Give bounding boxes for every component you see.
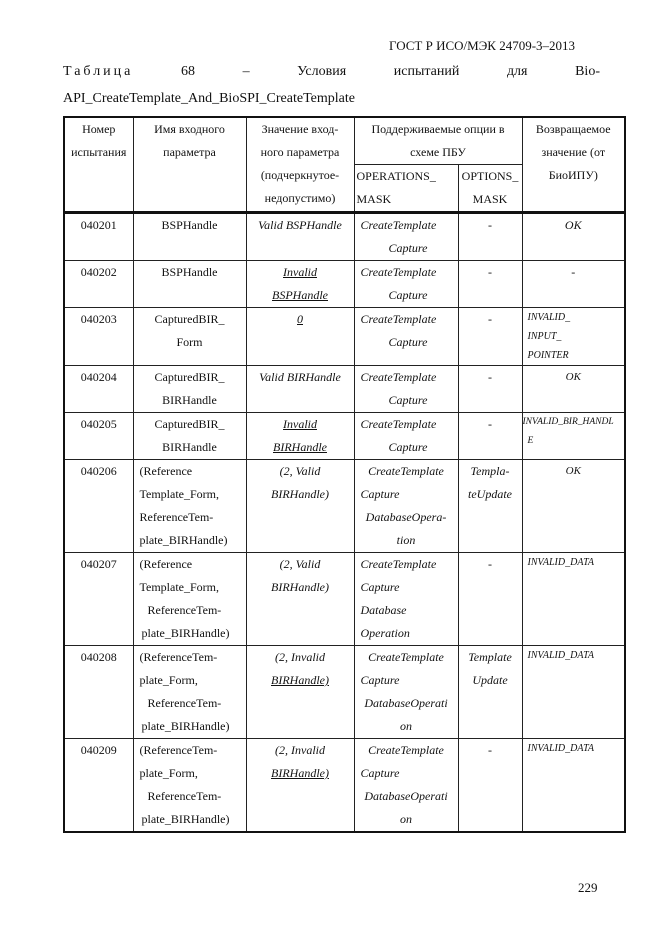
param-value: (2, Valid BIRHandle)	[246, 460, 354, 553]
param-value: 0	[246, 308, 354, 366]
param-name: (ReferenceTem- plate_Form, ReferenceTem- plate_BIRHandle)	[133, 739, 246, 833]
param-value: Valid BIRHandle	[246, 366, 354, 413]
param-name: BSPHandle	[133, 261, 246, 308]
caption-word: для	[506, 64, 528, 79]
table-row	[64, 646, 625, 739]
standard-header: ГОСТ Р ИСО/МЭК 24709-3–2013	[389, 38, 576, 53]
test-number: 040208	[64, 646, 133, 739]
options-mask: -	[458, 739, 522, 833]
table-caption	[63, 64, 600, 80]
param-name: BSPHandle	[133, 213, 246, 261]
test-number: 040207	[64, 553, 133, 646]
operations-mask: CreateTemplate Capture	[354, 213, 458, 261]
options-mask: -	[458, 366, 522, 413]
test-number: 040203	[64, 308, 133, 366]
return-value: OK	[522, 460, 625, 553]
param-name: CapturedBIR_ BIRHandle	[133, 413, 246, 460]
operations-mask: CreateTemplate Capture	[354, 413, 458, 460]
return-value: INVALID_DATA	[522, 739, 625, 833]
header-return-value: Возвращаемое значение (от БиоИПУ)	[522, 117, 625, 213]
operations-mask: CreateTemplate Capture DatabaseOperati on	[354, 739, 458, 833]
options-mask: -	[458, 261, 522, 308]
options-mask: Templa- teUpdate	[458, 460, 522, 553]
param-name: (Reference Template_Form, ReferenceTem- plate_BIRHandle)	[133, 460, 246, 553]
return-value: OK	[522, 366, 625, 413]
operations-mask: CreateTemplate Capture DatabaseOperati on	[354, 646, 458, 739]
test-number: 040204	[64, 366, 133, 413]
test-number: 040209	[64, 739, 133, 833]
caption-word: Bio-	[575, 64, 600, 79]
return-value: INVALID_ INPUT_ POINTER	[522, 308, 625, 366]
header-param-name: Имя входного параметра	[133, 117, 246, 213]
options-mask: -	[458, 308, 522, 366]
param-value: (2, Valid BIRHandle)	[246, 553, 354, 646]
test-number: 040205	[64, 413, 133, 460]
options-mask: -	[458, 413, 522, 460]
caption-word: Таблица	[63, 64, 134, 79]
options-mask: Template Update	[458, 646, 522, 739]
operations-mask: CreateTemplate Capture Database Operation	[354, 553, 458, 646]
table-caption-line2: API_CreateTemplate_And_BioSPI_CreateTemplate	[63, 91, 355, 106]
param-value: (2, Invalid BIRHandle)	[246, 646, 354, 739]
operations-mask: CreateTemplate Capture	[354, 261, 458, 308]
caption-dash: –	[242, 64, 250, 79]
table-row	[64, 413, 625, 460]
page-number: 229	[578, 880, 598, 895]
header-param-value: Значение вход- ного параметра (подчеркнутое- недопустимо)	[246, 117, 354, 213]
param-name: (ReferenceTem- plate_Form, ReferenceTem- plate_BIRHandle)	[133, 646, 246, 739]
test-number: 040201	[64, 213, 133, 261]
header-operations-mask: OPERATIONS_ MASK	[354, 165, 458, 213]
header-options-mask: OPTIONS_ MASK	[458, 165, 522, 213]
param-value: Invalid BIRHandle	[246, 413, 354, 460]
operations-mask: CreateTemplate Capture	[354, 308, 458, 366]
test-number: 040206	[64, 460, 133, 553]
test-number: 040202	[64, 261, 133, 308]
table-row	[64, 308, 625, 366]
param-name: CapturedBIR_ BIRHandle	[133, 366, 246, 413]
return-value: OK	[522, 213, 625, 261]
table-row	[64, 553, 625, 646]
param-name: CapturedBIR_ Form	[133, 308, 246, 366]
param-value: Valid BSPHandle	[246, 213, 354, 261]
table-row	[64, 460, 625, 553]
table-row	[64, 366, 625, 413]
header-test-number: Номер испытания	[64, 117, 133, 213]
param-name: (Reference Template_Form, ReferenceTem- plate_BIRHandle)	[133, 553, 246, 646]
table-row	[64, 261, 625, 308]
options-mask: -	[458, 553, 522, 646]
return-value: INVALID_DATA	[522, 646, 625, 739]
caption-word: испытаний	[393, 64, 460, 79]
param-value: (2, Invalid BIRHandle)	[246, 739, 354, 833]
test-conditions-table	[63, 116, 626, 833]
operations-mask: CreateTemplate Capture DatabaseOpera- tion	[354, 460, 458, 553]
return-value: -	[522, 261, 625, 308]
caption-word: Условия	[297, 64, 347, 79]
return-value: INVALID_DATA	[522, 553, 625, 646]
caption-number: 68	[180, 64, 195, 79]
options-mask: -	[458, 213, 522, 261]
header-supported-options: Поддерживаемые опции в схеме ПБУ	[354, 117, 522, 165]
return-value: INVALID_BIR_HANDL E	[522, 413, 625, 460]
table-row	[64, 213, 625, 261]
operations-mask: CreateTemplate Capture	[354, 366, 458, 413]
table-row	[64, 739, 625, 833]
param-value: Invalid BSPHandle	[246, 261, 354, 308]
